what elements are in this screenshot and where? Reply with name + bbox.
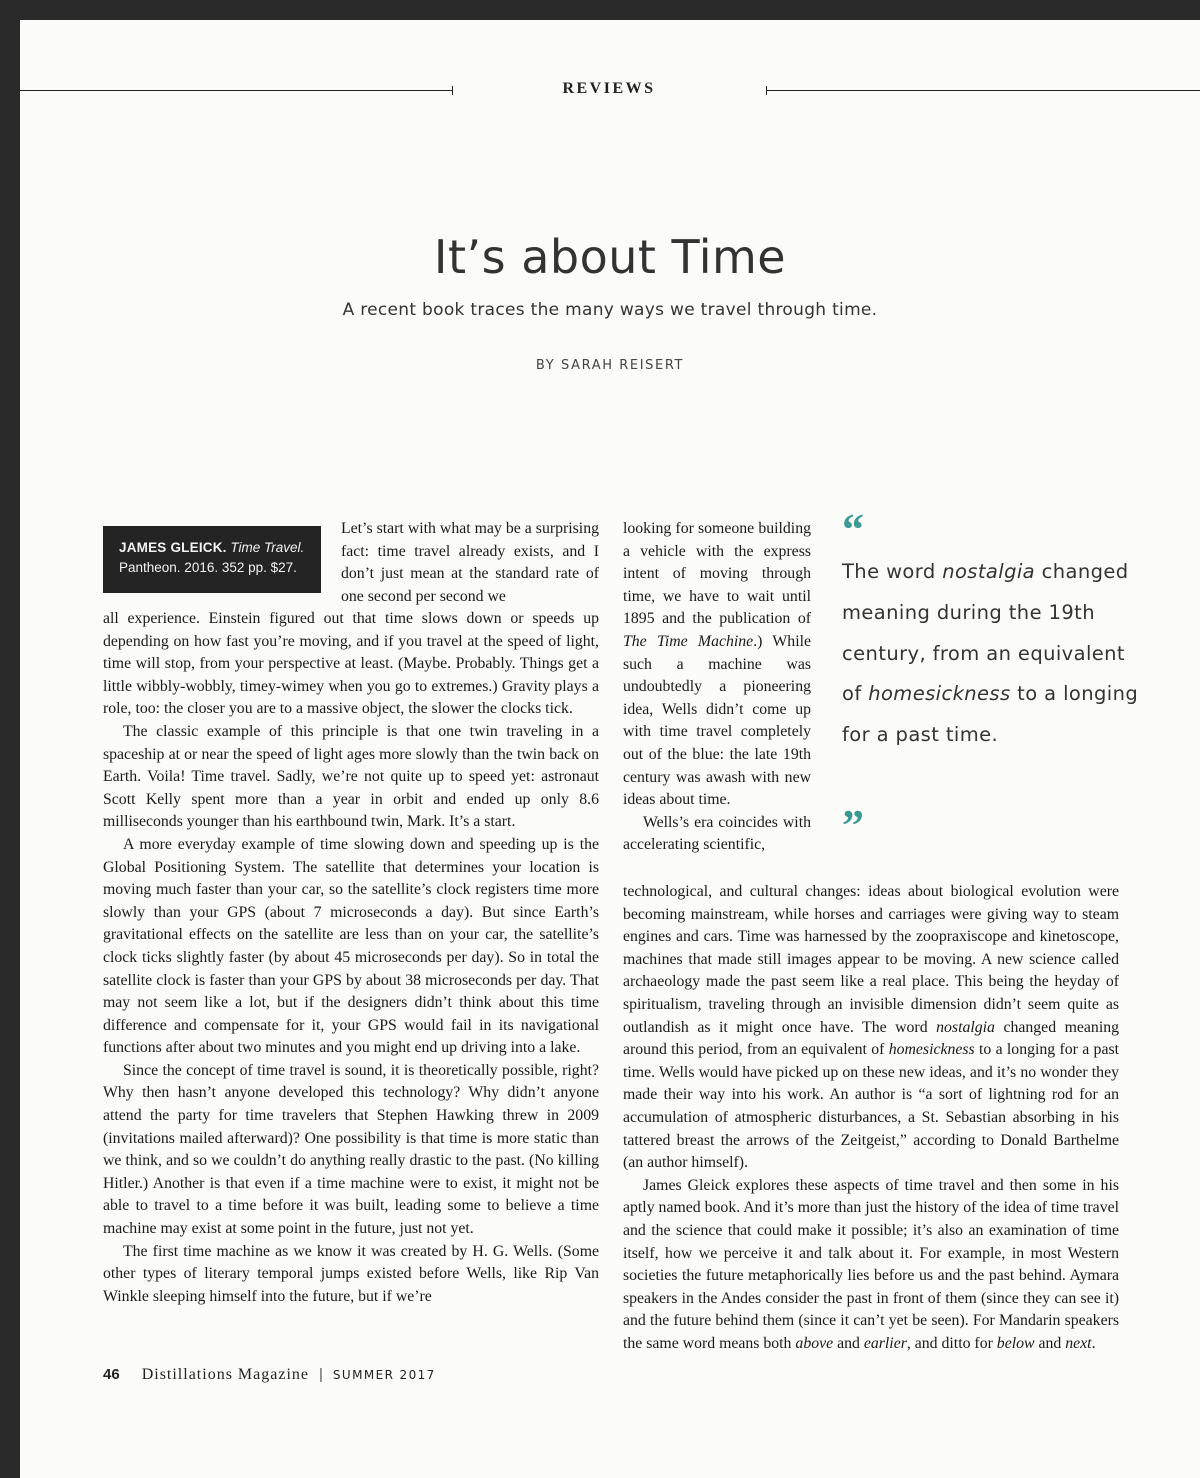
article-title: It’s about Time xyxy=(433,230,787,284)
italic-run: earlier xyxy=(863,1334,907,1352)
text-run: , and ditto for xyxy=(906,1334,997,1352)
text-run: changed meaning during the 19th century, from an equivalent of xyxy=(842,560,1129,706)
pullquote-close-mark: ” xyxy=(842,801,864,850)
text-run: .) While such a machine was undoubtedly a pioneering idea, Wells didn’t come up with time travel completely out of the blue: the late 19th century was awash with new ideas about time. xyxy=(623,632,811,809)
italic-run: nostalgia xyxy=(936,1018,995,1036)
italic-run: homesickness xyxy=(888,1041,975,1059)
byline: BY SARAH REISERT xyxy=(535,358,685,373)
pullquote-text xyxy=(842,552,1142,756)
text-run: and xyxy=(833,1334,864,1352)
page-number: 46 xyxy=(103,1366,120,1383)
italic-run: below xyxy=(996,1334,1035,1352)
paragraph: A more everyday example of time slowing down and speeding up is the Global Positioning System. The satellite that determines your location is moving much faster than your car, so the satellite’s clock registers time more slowly than your GPS (about 7 microseconds a day). But since Earth’s gravitational effects on the satellite are less than on your car, the satellite’s clock ticks slightly faster (by about 45 microseconds per day). So in total the satellite clock is faster than your GPS by about 38 microseconds per day. That may not seem like a lot, but if the designers didn’t think about this time difference and compensate for it, your GPS would fail in its navigational functions after about two minutes and you might end up driving into a lake. xyxy=(103,835,599,1057)
book-author: JAMES GLEICK. xyxy=(119,540,227,555)
text-run: to a longing for a past time. Wells would have picked up on these new ideas, and it’s no wonder they made their way into his work. An author is “a sort of lightning rod for an accumulation of atmospheric disturbances, a St. Sebastian absorbing in his tattered breast the arrows of the Zeitgeist,” according to Donald Barthelme (an author himself). xyxy=(623,1041,1119,1172)
paragraph xyxy=(623,518,811,812)
paragraph xyxy=(623,1175,1119,1356)
text-run: . xyxy=(1091,1334,1096,1352)
paragraph: The first time machine as we know it was created by H. G. Wells. (Some other types of literary temporal jumps existed before Wells, like Rip Van Winkle sleeping himself into the future, but if we’re xyxy=(103,1242,599,1305)
header-rule-right xyxy=(766,90,1200,91)
pullquote-open-mark: “ xyxy=(842,505,864,554)
paragraph: all experience. Einstein figured out that time slows down or speeds up depending on how fast you’re moving, and if you travel at the speed of light, time will stop, from your perspective at least. (Maybe. Probably. Things get a little wibbly-wobbly, timey-wimey when you go to extremes.) Gravity plays a role, too: the closer you are to a massive object, the slower the clocks tick. xyxy=(103,610,599,718)
paragraph: Wells’s era coincides with accelerating scientific, xyxy=(623,813,811,854)
paragraph: Let’s start with what may be a surprising fact: time travel already exists, and I don’t just mean at the standard rate of one second per second we xyxy=(341,520,599,605)
book-title: Time Travel. xyxy=(230,540,305,555)
text-run: James Gleick explores these aspects of time travel and then some in his aptly named book. And it’s more than just the history of the idea of time travel and the science that could make it possible; it’s also an examination of time itself, how we perceive it and talk about it. For example, in most Western societies the future metaphorically lies before us and the past behind. Aymara speakers in the Andes consider the past in front of them (since they can see it) and the future behind them (since it can’t yet be seen). For Mandarin speakers the same word means both xyxy=(623,1176,1119,1352)
magazine-page xyxy=(20,20,1200,1478)
column-left xyxy=(103,608,599,1308)
paragraph xyxy=(623,881,1119,1175)
text-run: changed meaning around this period, from an equivalent of xyxy=(623,1018,1120,1059)
italic-run: homesickness xyxy=(868,682,1011,706)
text-run: and xyxy=(1034,1334,1066,1352)
footer-separator: | xyxy=(319,1366,323,1383)
article-subtitle: A recent book traces the many ways we travel through time. xyxy=(342,300,878,320)
magazine-name: Distillations Magazine xyxy=(141,1366,309,1383)
book-details: Pantheon. 2016. 352 pp. $27. xyxy=(119,560,297,575)
book-info-box xyxy=(103,526,321,593)
page-footer xyxy=(103,1366,436,1384)
column-left-top xyxy=(341,518,599,608)
text-run: looking for someone building a vehicle with the express intent of moving through time, we have to wait until 1895 and the publication of xyxy=(623,520,811,628)
column-right-top xyxy=(623,518,811,857)
italic-run: next xyxy=(1065,1334,1092,1352)
column-right xyxy=(623,881,1119,1355)
issue-date: SUMMER 2017 xyxy=(332,1368,436,1382)
paragraph: Since the concept of time travel is sound, it is theoretically possible, right? Why then hasn’t anyone developed this technology? Why didn’t anyone attend the party for time travelers that Stephen Hawking threw in 2009 (invitations mailed afterward)? One possibility is that time is more static than we think, and so we couldn’t do anything really drastic to the past. (No killing Hitler.) Another is that even if a time machine were to exist, it might not be able to travel to a time before it was built, leading some to believe a time machine may exist at some point in the future, just not yet. xyxy=(103,1061,599,1238)
text-run: to a longing for a past time. xyxy=(842,682,1139,747)
italic-run: nostalgia xyxy=(942,560,1036,583)
section-label: REVIEWS xyxy=(562,80,656,97)
text-run: technological, and cultural changes: ideas about biological evolution were becoming mainstream, while horses and carriages were giving way to steam engines and cars. Time was harnessed by the zoopraxiscope and kinetoscope, machines that made still images appear to be moving. A new science called archaeology made the past seem like a real place. This being the heyday of spiritualism, traveling through an invisible dimension didn’t seem quite as outlandish as it might once have. The word xyxy=(623,883,1119,1036)
text-run: The word xyxy=(842,560,943,583)
paragraph: The classic example of this principle is that one twin traveling in a spaceship at or near the speed of light ages more slowly than the twin back on Earth. Voila! Time travel. Sadly, we’re not quite up to speed yet: astronaut Scott Kelly spent more than a year in orbit and ended up only 8.6 milliseconds younger than his earthbound twin, Mark. It’s a start. xyxy=(103,722,599,831)
italic-run: The Time Machine xyxy=(623,632,754,650)
italic-run: above xyxy=(795,1334,834,1352)
header-rule-left xyxy=(20,90,452,91)
